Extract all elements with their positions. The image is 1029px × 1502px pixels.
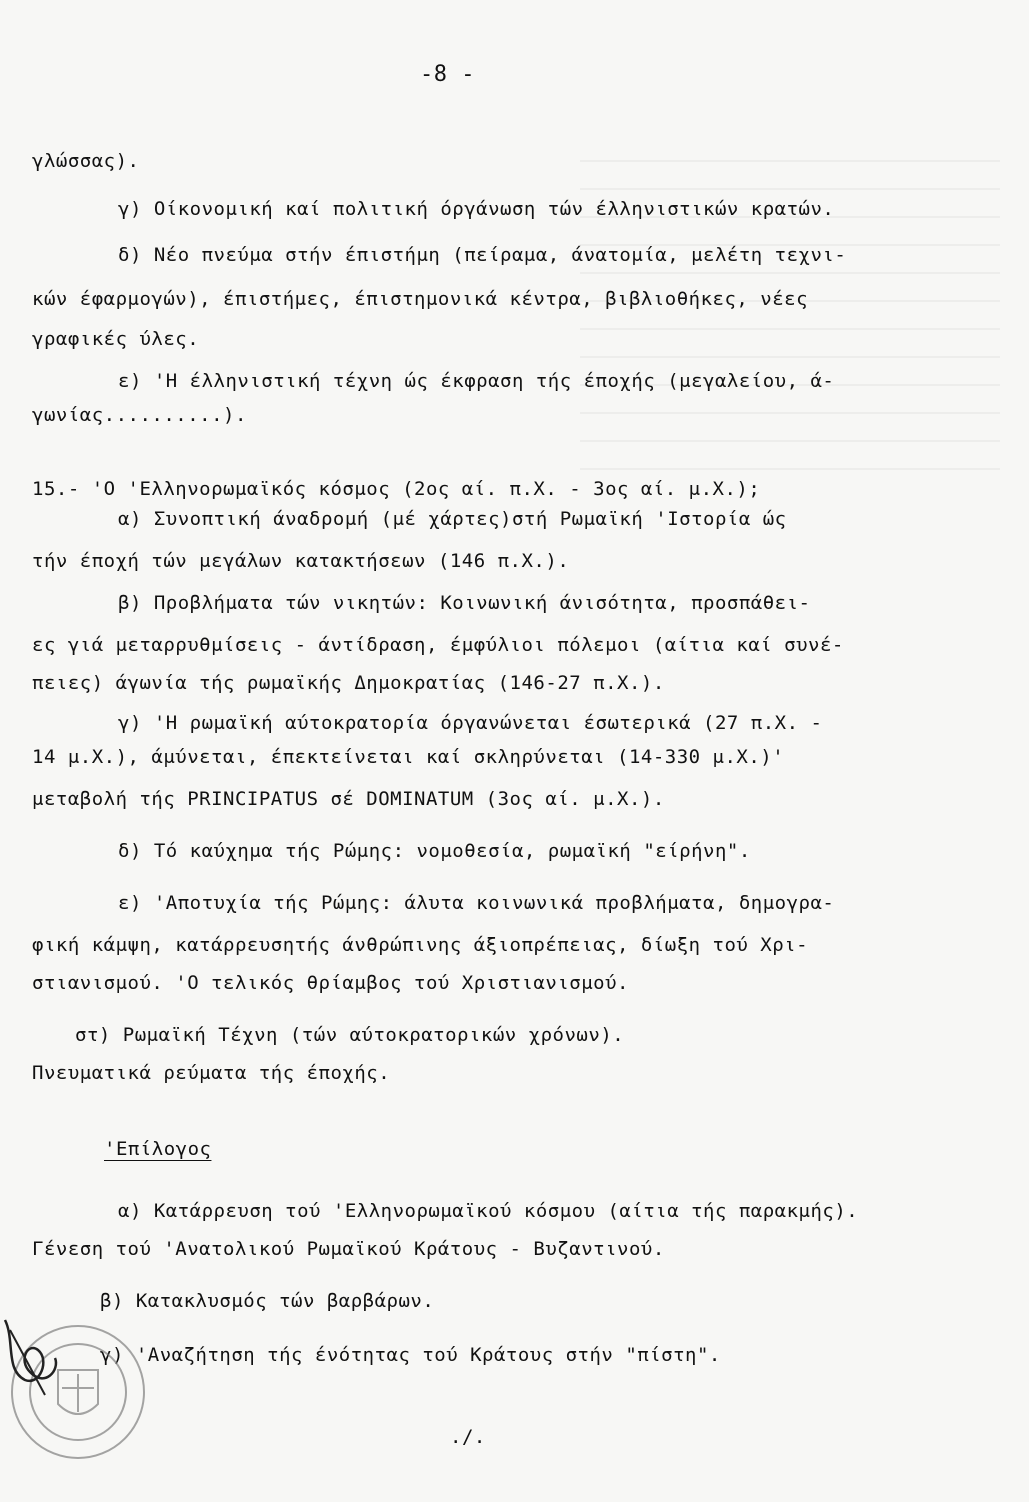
text-line: ες γιά μεταρρυθμίσεις - άντίδραση, έμφύλιοι πόλεμοι (αίτια καί συνέ-: [32, 634, 844, 656]
text-line: πειες) άγωνία τής ρωμαϊκής Δημοκρατίας (146-27 π.Χ.).: [32, 672, 665, 694]
text-line: στ) Ρωμαϊκή Τέχνη (τών αύτοκρατορικών χρόνων).: [75, 1024, 625, 1046]
text-line: φική κάμψη, κατάρρευσητής άνθρώπινης άξιοπρέπειας, δίωξη τού Χρι-: [32, 934, 809, 956]
text-line: δ) Τό καύχημα τής Ρώμης: νομοθεσία, ρωμαϊκή "είρήνη".: [118, 840, 751, 862]
text-line: γ) 'Η ρωμαϊκή αύτοκρατορία όργανώνεται έσωτερικά (27 π.Χ. -: [118, 712, 823, 734]
text-line: β) Προβλήματα τών νικητών: Κοινωνική άνισότητα, προσπάθει-: [118, 592, 811, 614]
text-line: α) Κατάρρευση τού 'Ελληνορωμαϊκού κόσμου (αίτια τής παρακμής).: [118, 1200, 859, 1222]
text-line: Πνευματικά ρεύματα τής έποχής.: [32, 1062, 391, 1084]
epilogue-heading: 'Επίλογος: [104, 1138, 212, 1160]
text-line: α) Συνοπτική άναδρομή (μέ χάρτες)στή Ρωμαϊκή 'Ιστορία ώς: [118, 508, 787, 530]
text-line: γλώσσας).: [32, 150, 140, 172]
text-line: Γένεση τού 'Ανατολικού Ρωμαϊκού Κράτους - Βυζαντινού.: [32, 1238, 665, 1260]
section-heading: 15.- 'Ο 'Ελληνορωμαϊκός κόσμος (2ος αί. π.Χ. - 3ος αί. μ.Χ.);: [32, 478, 761, 500]
text-line: 14 μ.Χ.), άμύνεται, έπεκτείνεται καί σκληρύνεται (14-330 μ.Χ.)': [32, 746, 785, 768]
text-line: γραφικές ύλες.: [32, 328, 200, 350]
page-number: -8 -: [420, 62, 475, 87]
text-line: στιανισμού. 'Ο τελικός θρίαμβος τού Χριστιανισμού.: [32, 972, 629, 994]
text-line: κών έφαρμογών), έπιστήμες, έπιστημονικά κέντρα, βιβλιοθήκες, νέες: [32, 288, 809, 310]
text-line: ε) 'Αποτυχία τής Ρώμης: άλυτα κοινωνικά προβλήματα, δημογρα-: [118, 892, 835, 914]
text-line: γ) 'Αναζήτηση τής ένότητας τού Κράτους στήν "πίστη".: [100, 1344, 721, 1366]
text-line: μεταβολή τής PRINCIPATUS σέ DOMINATUM (3ος αί. μ.Χ.).: [32, 788, 665, 810]
end-mark: ./.: [450, 1426, 486, 1448]
text-line: γωνίας..........).: [32, 404, 247, 426]
text-line: β) Κατακλυσμός τών βαρβάρων.: [100, 1290, 435, 1312]
text-line: ε) 'Η έλληνιστική τέχνη ώς έκφραση τής έποχής (μεγαλείου, ά-: [118, 370, 835, 392]
text-line: δ) Νέο πνεύμα στήν έπιστήμη (πείραμα, άνατομία, μελέτη τεχνι-: [118, 244, 847, 266]
handwritten-signature: [0, 1300, 80, 1420]
text-line: γ) Οίκονομική καί πολιτική όργάνωση τών έλληνιστικών κρατών.: [118, 198, 835, 220]
text-line: τήν έποχή τών μεγάλων κατακτήσεων (146 π.Χ.).: [32, 550, 570, 572]
